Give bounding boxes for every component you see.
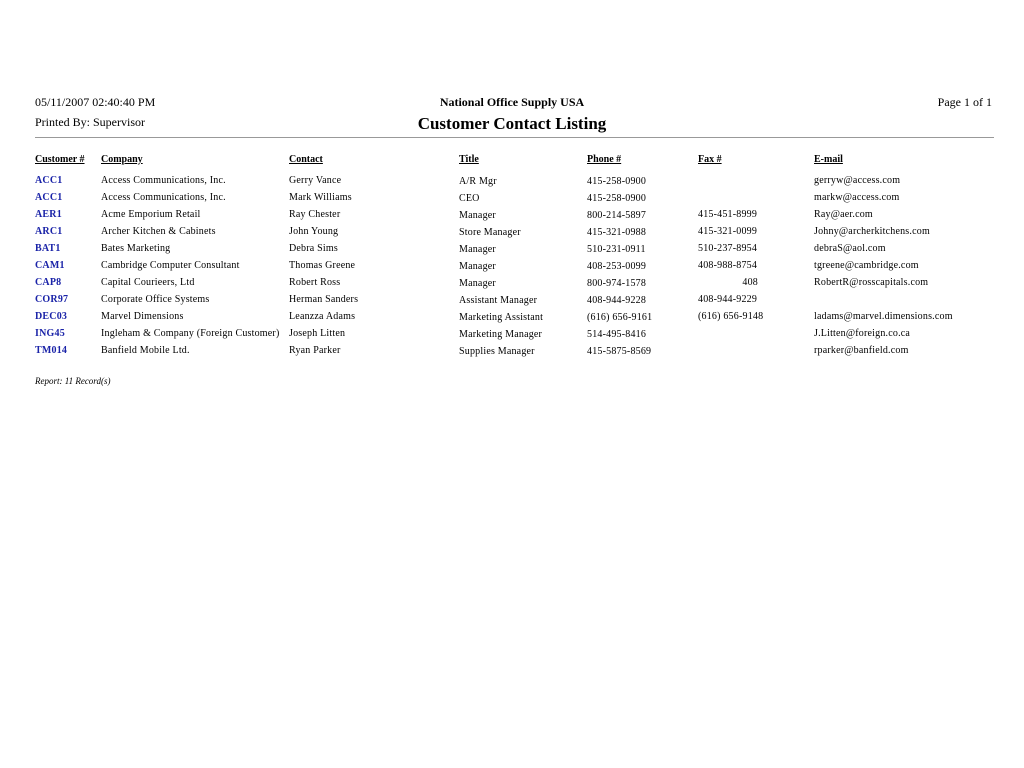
company-cell: Ingleham & Company (Foreign Customer) — [101, 328, 280, 339]
email-cell: Johny@archerkitchens.com — [814, 226, 930, 237]
customer-id[interactable]: ACC1 — [35, 175, 63, 186]
phone-cell: 800-214-5897 — [587, 210, 647, 221]
email-cell: debraS@aol.com — [814, 243, 886, 254]
contact-cell: Ryan Parker — [289, 345, 341, 356]
phone-cell: 415-258-0900 — [587, 193, 647, 204]
title-cell: Marketing Assistant — [459, 312, 544, 323]
contact-cell: Ray Chester — [289, 209, 341, 220]
fax-cell: 510-237-8954 — [698, 243, 758, 254]
phone-cell: (616) 656-9161 — [587, 312, 653, 323]
title-cell: Manager — [459, 278, 496, 289]
column-header-fax: Fax # — [698, 154, 722, 165]
email-cell: J.Litten@foreign.co.ca — [814, 328, 911, 339]
email-cell: rparker@banfield.com — [814, 345, 909, 356]
printed-by: Printed By: Supervisor — [35, 115, 145, 129]
fax-cell: 408-944-9229 — [698, 294, 758, 305]
company-cell: Cambridge Computer Consultant — [101, 260, 240, 271]
phone-cell: 514-495-8416 — [587, 329, 647, 340]
customer-id[interactable]: BAT1 — [35, 243, 61, 254]
customer-id[interactable]: DEC03 — [35, 311, 68, 322]
contact-cell: Gerry Vance — [289, 175, 342, 186]
phone-cell: 408-253-0099 — [587, 261, 647, 272]
title-cell: Marketing Manager — [459, 329, 543, 340]
email-cell: gerryw@access.com — [814, 175, 901, 186]
customer-id[interactable]: TM014 — [35, 345, 68, 356]
company-cell: Banfield Mobile Ltd. — [101, 345, 190, 356]
customer-id[interactable]: ARC1 — [35, 226, 63, 237]
title-cell: A/R Mgr — [459, 176, 497, 187]
company-cell: Archer Kitchen & Cabinets — [101, 226, 216, 237]
column-header-title: Title — [459, 154, 479, 165]
company-cell: Capital Courieers, Ltd — [101, 277, 195, 288]
email-cell: ladams@marvel.dimensions.com — [814, 311, 953, 322]
email-cell: Ray@aer.com — [814, 209, 873, 220]
company-name: National Office Supply USA — [439, 95, 585, 109]
email-cell: RobertR@rosscapitals.com — [814, 277, 929, 288]
customer-id[interactable]: COR97 — [35, 294, 69, 305]
customer-id[interactable]: CAP8 — [35, 277, 62, 288]
page-indicator: Page 1 of 1 — [937, 95, 992, 109]
company-cell: Access Communications, Inc. — [101, 192, 226, 203]
title-cell: Supplies Manager — [459, 346, 535, 357]
column-header-company: Company — [101, 154, 143, 165]
title-cell: Assistant Manager — [459, 295, 538, 306]
company-cell: Corporate Office Systems — [101, 294, 210, 305]
email-cell: markw@access.com — [814, 192, 900, 203]
customer-id[interactable]: ING45 — [35, 328, 65, 339]
email-cell: tgreene@cambridge.com — [814, 260, 919, 271]
phone-cell: 415-5875-8569 — [587, 346, 652, 357]
company-cell: Marvel Dimensions — [101, 311, 184, 322]
contact-cell: John Young — [289, 226, 339, 237]
phone-cell: 415-321-0988 — [587, 227, 647, 238]
column-header-contact: Contact — [289, 154, 323, 165]
column-header-customer: Customer # — [35, 154, 85, 165]
column-header-phone: Phone # — [587, 154, 622, 165]
contact-cell: Thomas Greene — [289, 260, 356, 271]
title-cell: Manager — [459, 210, 496, 221]
phone-cell: 408-944-9228 — [587, 295, 647, 306]
fax-cell: 408 — [742, 277, 758, 288]
report-title: Customer Contact Listing — [417, 114, 607, 133]
customer-id[interactable]: CAM1 — [35, 260, 65, 271]
fax-cell: (616) 656-9148 — [698, 311, 764, 322]
record-count: Report: 11 Record(s) — [35, 376, 111, 386]
title-cell: Manager — [459, 261, 496, 272]
phone-cell: 510-231-0911 — [587, 244, 646, 255]
fax-cell: 415-451-8999 — [698, 209, 758, 220]
contact-cell: Herman Sanders — [289, 294, 359, 305]
phone-cell: 415-258-0900 — [587, 176, 647, 187]
title-cell: CEO — [459, 193, 480, 204]
contact-cell: Debra Sims — [289, 243, 338, 254]
fax-cell: 408-988-8754 — [698, 260, 758, 271]
customer-id[interactable]: AER1 — [35, 209, 62, 220]
company-cell: Acme Emporium Retail — [101, 209, 201, 220]
customer-id[interactable]: ACC1 — [35, 192, 63, 203]
title-cell: Store Manager — [459, 227, 521, 238]
report-datetime: 05/11/2007 02:40:40 PM — [35, 95, 156, 109]
company-cell: Access Communications, Inc. — [101, 175, 226, 186]
header-divider — [35, 137, 994, 138]
title-cell: Manager — [459, 244, 496, 255]
phone-cell: 800-974-1578 — [587, 278, 647, 289]
contact-cell: Joseph Litten — [289, 328, 346, 339]
column-header-email: E-mail — [814, 154, 843, 165]
fax-cell: 415-321-0099 — [698, 226, 758, 237]
contact-cell: Robert Ross — [289, 277, 341, 288]
contact-cell: Mark Williams — [289, 192, 352, 203]
company-cell: Bates Marketing — [101, 243, 171, 254]
contact-cell: Leanzza Adams — [289, 311, 356, 322]
